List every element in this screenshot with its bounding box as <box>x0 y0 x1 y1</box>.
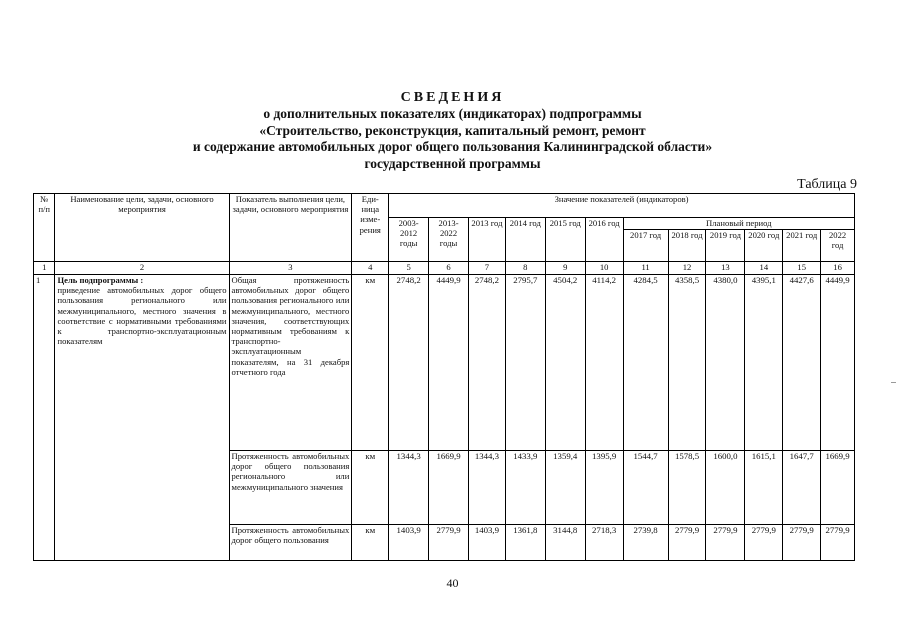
value-cell: 4358,5 <box>668 275 706 451</box>
header-2003-2012: 2003-2012 годы <box>389 218 429 262</box>
value-cell: 3144,8 <box>545 525 585 561</box>
value-cell: 1395,9 <box>585 451 623 525</box>
column-number: 15 <box>783 262 821 275</box>
value-cell: 2779,9 <box>429 525 469 561</box>
indicator-cell: Протяженность автомобильных дорог общего пользования регионального или межмуниципального значения <box>229 451 352 525</box>
row-num: 1 <box>34 275 55 561</box>
table-label: Таблица 9 <box>797 177 857 192</box>
indicator-cell: Общая протяженность автомобильных дорог общего пользования регионального или межмуниципального, местного значения, соответствующих нормативным требованиям к транспортно-эксплуатационным показателям, на 31 декабря отчетного года <box>229 275 352 451</box>
value-cell: 1433,9 <box>505 451 545 525</box>
value-cell: 1647,7 <box>783 451 821 525</box>
value-cell: 2748,2 <box>389 275 429 451</box>
column-number: 6 <box>429 262 469 275</box>
value-cell: 4114,2 <box>585 275 623 451</box>
column-number: 9 <box>545 262 585 275</box>
header-2013-2022: 2013-2022 годы <box>429 218 469 262</box>
title-line-4: государственной программы <box>364 155 541 171</box>
value-cell: 1359,4 <box>545 451 585 525</box>
value-cell: 2779,9 <box>668 525 706 561</box>
column-number: 16 <box>821 262 855 275</box>
indicators-table <box>33 193 855 561</box>
value-cell: 1344,3 <box>469 451 506 525</box>
header-unit: Еди-ница изме-рения <box>352 194 389 262</box>
title-line-2: «Строительство, реконструкция, капитальный ремонт, ремонт <box>259 122 646 138</box>
value-cell: 4427,6 <box>783 275 821 451</box>
value-cell: 2748,2 <box>469 275 506 451</box>
header-planned-period: Плановый период <box>623 218 854 230</box>
column-number: 13 <box>706 262 745 275</box>
value-cell: 1578,5 <box>668 451 706 525</box>
page-number: 40 <box>446 576 459 590</box>
document-title <box>0 90 905 172</box>
value-cell: 2718,3 <box>585 525 623 561</box>
header-2018: 2018 год <box>668 230 706 262</box>
header-2016: 2016 год <box>585 218 623 262</box>
value-cell: 2779,9 <box>745 525 783 561</box>
column-number: 2 <box>55 262 229 275</box>
value-cell: 4449,9 <box>429 275 469 451</box>
header-2014: 2014 год <box>505 218 545 262</box>
value-cell: 2779,9 <box>706 525 745 561</box>
value-cell: 2795,7 <box>505 275 545 451</box>
table-row <box>34 275 855 451</box>
value-cell: 1669,9 <box>429 451 469 525</box>
unit-cell: км <box>352 525 389 561</box>
column-number: 10 <box>585 262 623 275</box>
value-cell: 2779,9 <box>821 525 855 561</box>
goal-text: приведение автомобильных дорог общего пользования регионального или межмуниципального, местного значения в соответствие с нормативными требованиями к транспортно-эксплуатационным показателям <box>57 285 227 347</box>
header-2022: 2022 год <box>821 230 855 262</box>
value-cell: 4284,5 <box>623 275 668 451</box>
column-number: 14 <box>745 262 783 275</box>
column-number: 4 <box>352 262 389 275</box>
value-cell: 4449,9 <box>821 275 855 451</box>
unit-cell: км <box>352 275 389 451</box>
indicator-cell: Протяженность автомобильных дорог общего пользования <box>229 525 352 561</box>
value-cell: 1403,9 <box>389 525 429 561</box>
scan-mark <box>891 382 896 383</box>
value-cell: 1344,3 <box>389 451 429 525</box>
value-cell: 4380,0 <box>706 275 745 451</box>
header-indicator: Показатель выполнения цели, задачи, основного мероприятия <box>229 194 352 262</box>
value-cell: 1361,8 <box>505 525 545 561</box>
column-number: 3 <box>229 262 352 275</box>
column-number-row <box>34 262 855 275</box>
value-cell: 2739,8 <box>623 525 668 561</box>
header-goal: Наименование цели, задачи, основного мероприятия <box>55 194 229 262</box>
column-number: 12 <box>668 262 706 275</box>
value-cell: 2779,9 <box>783 525 821 561</box>
value-cell: 1669,9 <box>821 451 855 525</box>
column-number: 7 <box>469 262 506 275</box>
header-values-group: Значение показателей (индикаторов) <box>389 194 855 218</box>
goal-title: Цель подпрограммы : <box>57 275 144 285</box>
header-2020: 2020 год <box>745 230 783 262</box>
title-line-3: и содержание автомобильных дорог общего пользования Калининградской области» <box>192 139 713 154</box>
value-cell: 4504,2 <box>545 275 585 451</box>
value-cell: 1403,9 <box>469 525 506 561</box>
goal-cell <box>55 275 229 561</box>
value-cell: 4395,1 <box>745 275 783 451</box>
column-number: 1 <box>34 262 55 275</box>
title-line-1: о дополнительных показателях (индикаторах) подпрограммы <box>263 106 642 121</box>
value-cell: 1600,0 <box>706 451 745 525</box>
column-number: 11 <box>623 262 668 275</box>
value-cell: 1615,1 <box>745 451 783 525</box>
header-2013: 2013 год <box>469 218 506 262</box>
column-number: 5 <box>389 262 429 275</box>
header-2015: 2015 год <box>545 218 585 262</box>
value-cell: 1544,7 <box>623 451 668 525</box>
header-2017: 2017 год <box>623 230 668 262</box>
header-2021: 2021 год <box>783 230 821 262</box>
header-num: № п/п <box>34 194 55 262</box>
title-heading: СВЕДЕНИЯ <box>400 90 505 105</box>
header-2019: 2019 год <box>706 230 745 262</box>
unit-cell: км <box>352 451 389 525</box>
column-number: 8 <box>505 262 545 275</box>
